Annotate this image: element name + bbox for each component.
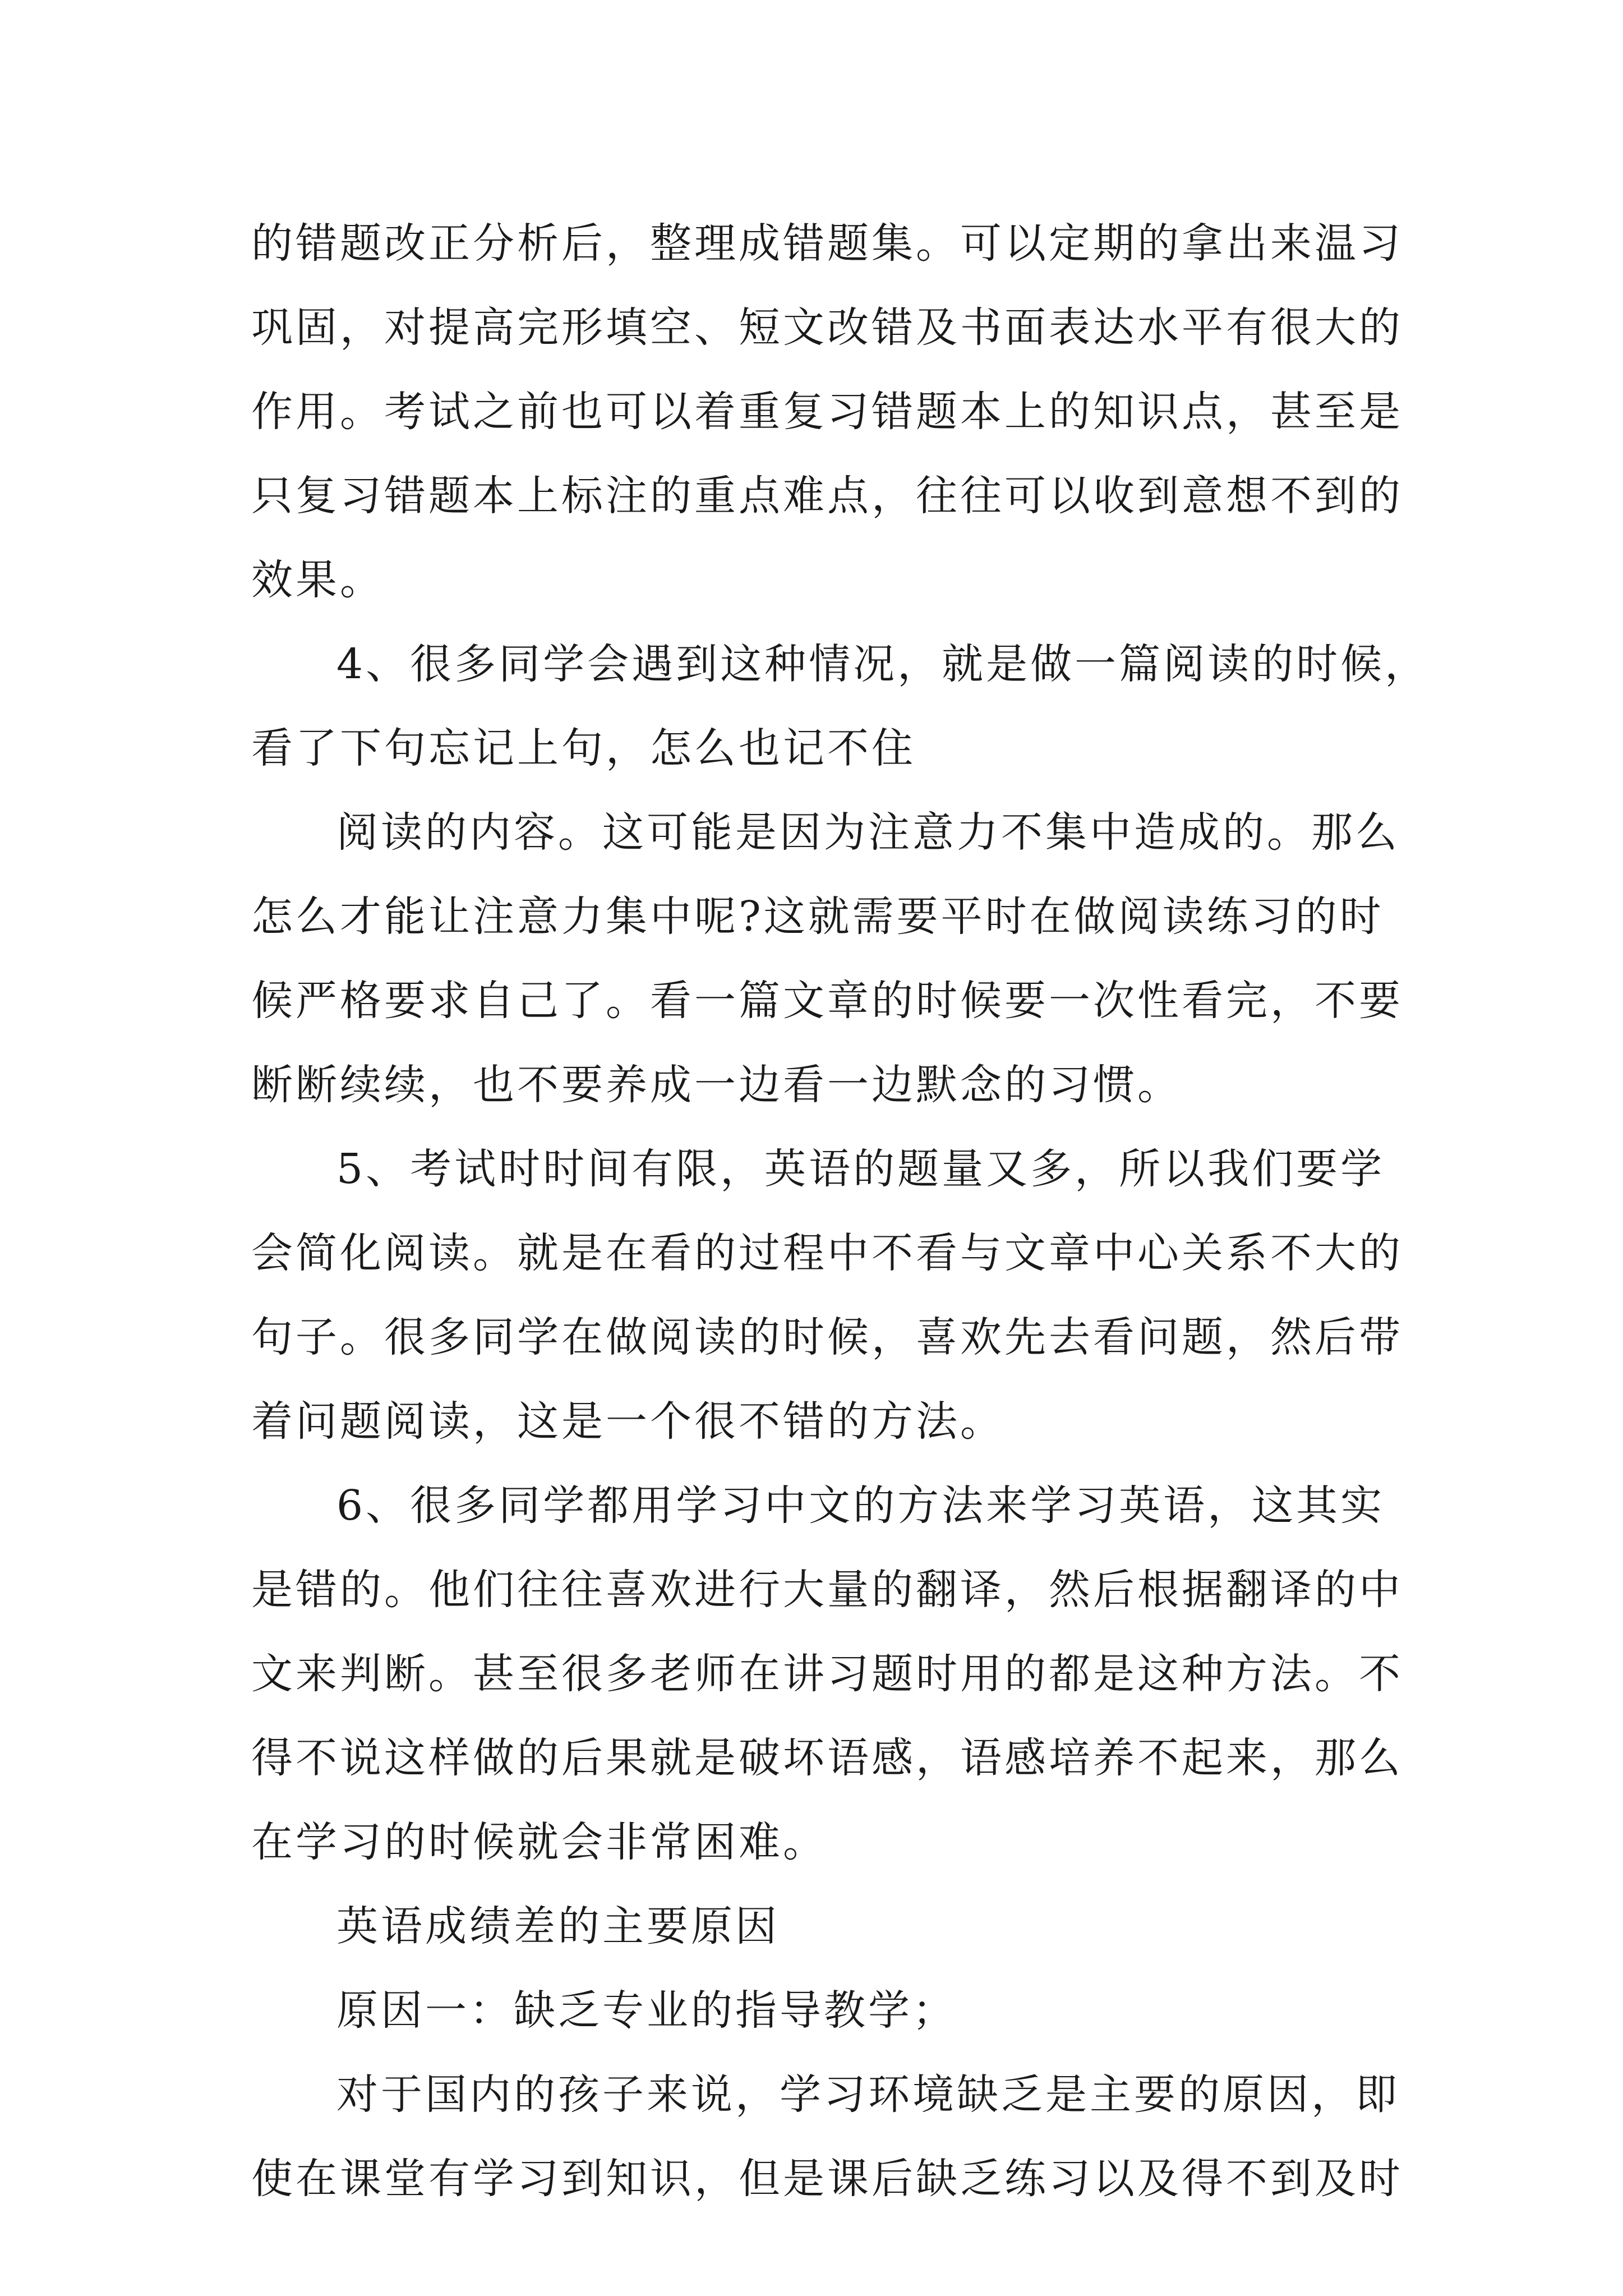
text-line: 的错题改正分析后，整理成错题集。可以定期的拿出来温习: [251, 219, 1403, 268]
text-line: 效果。: [251, 556, 384, 604]
text-line: 看了下句忘记上句，怎么也记不住: [251, 724, 916, 772]
text-line: 是错的。他们往往喜欢进行大量的翻译，然后根据翻译的中: [251, 1566, 1403, 1614]
text-line: 巩固，对提高完形填空、短文改错及书面表达水平有很大的: [251, 303, 1403, 352]
text-line: 句子。很多同学在做阅读的时候，喜欢先去看问题，然后带: [251, 1313, 1403, 1361]
text-line: 断断续续，也不要养成一边看一边默念的习惯。: [251, 1061, 1182, 1109]
text-line: 着问题阅读，这是一个很不错的方法。: [251, 1397, 1004, 1446]
paragraph-5-heading: 5、考试时时间有限，英语的题量又多，所以我们要学: [336, 1145, 1385, 1193]
text-line: 只复习错题本上标注的重点难点，往往可以收到意想不到的: [251, 472, 1403, 520]
text-line: 候严格要求自己了。看一篇文章的时候要一次性看完，不要: [251, 977, 1403, 1025]
paragraph-6-heading: 6、很多同学都用学习中文的方法来学习英语，这其实: [336, 1481, 1385, 1530]
text-line: 阅读的内容。这可能是因为注意力不集中造成的。那么: [336, 808, 1400, 857]
reason-one-heading: 原因一：缺乏专业的指导教学；: [336, 1986, 957, 2035]
paragraph-4-heading: 4、很多同学会遇到这种情况，就是做一篇阅读的时候，: [336, 640, 1430, 688]
text-line: 对于国内的孩子来说，学习环境缺乏是主要的原因，即: [336, 2070, 1400, 2119]
section-heading: 英语成绩差的主要原因: [336, 1902, 780, 1950]
text-line: 得不说这样做的后果就是破坏语感，语感培养不起来，那么: [251, 1734, 1403, 1782]
text-line: 怎么才能让注意力集中呢?这就需要平时在做阅读练习的时: [251, 892, 1384, 941]
text-line: 使在课堂有学习到知识，但是课后缺乏练习以及得不到及时: [251, 2155, 1403, 2203]
text-line: 会简化阅读。就是在看的过程中不看与文章中心关系不大的: [251, 1229, 1403, 1277]
text-line: 在学习的时候就会非常困难。: [251, 1818, 827, 1866]
text-line: 作用。考试之前也可以着重复习错题本上的知识点，甚至是: [251, 388, 1403, 436]
text-line: 文来判断。甚至很多老师在讲习题时用的都是这种方法。不: [251, 1650, 1403, 1698]
